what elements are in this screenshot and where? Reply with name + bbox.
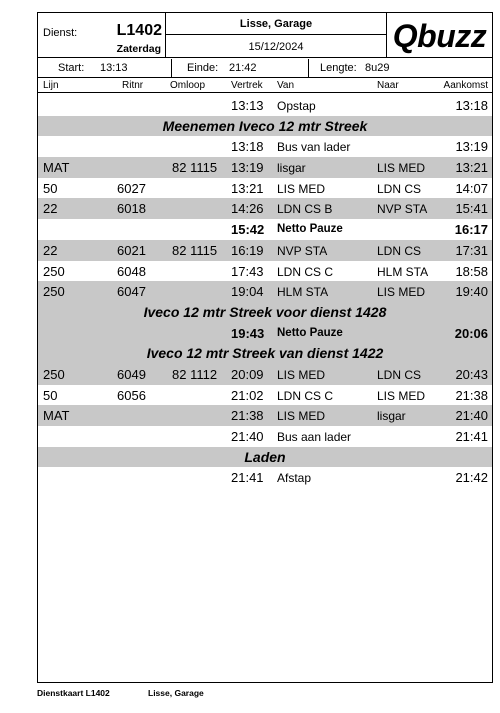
trip-row	[38, 198, 492, 219]
col-van: Van	[277, 80, 295, 91]
cell-van: Afstap	[277, 471, 312, 486]
dienst-cell	[38, 13, 166, 58]
trip-row	[38, 240, 492, 261]
cell-van: LIS MED	[277, 181, 326, 196]
trip-row	[38, 364, 492, 385]
trip-row	[38, 261, 492, 282]
cell-naar: lisgar	[377, 409, 406, 424]
cell-van: LDN CS C	[277, 264, 334, 279]
qbuzz-logo: Qbuzz	[392, 18, 487, 54]
location: Lisse, Garage	[166, 13, 386, 35]
cell-van: LIS MED	[277, 367, 326, 382]
cell-van: LDN CS B	[277, 202, 333, 217]
cell-aankomst: 21:42	[455, 470, 488, 486]
cell-vertrek: 21:02	[231, 387, 264, 403]
cell-aankomst: 21:41	[455, 429, 488, 444]
start-value: 13:13	[100, 62, 128, 74]
cell-naar: LIS MED	[377, 285, 426, 300]
cell-van: Netto Pauze	[277, 326, 343, 339]
section-header	[38, 116, 492, 137]
cell-lijn: 50	[43, 387, 58, 403]
footer-location: Lisse, Garage	[148, 688, 204, 698]
trip-row	[38, 405, 492, 426]
cell-van: Netto Pauze	[277, 223, 343, 236]
cell-lijn: 22	[43, 201, 58, 217]
col-omloop: Omloop	[170, 80, 206, 91]
cell-vertrek: 16:19	[231, 242, 264, 258]
cell-aankomst: 19:40	[455, 284, 488, 300]
trip-row	[38, 136, 492, 157]
cell-van: HLM STA	[277, 285, 329, 300]
cell-naar: LIS MED	[377, 161, 426, 176]
cell-aankomst: 15:41	[455, 201, 488, 217]
cell-vertrek: 13:18	[231, 139, 264, 155]
cell-naar: NVP STA	[377, 202, 428, 217]
section-header	[38, 343, 492, 364]
cell-lijn: 250	[43, 366, 65, 382]
pause-row	[38, 323, 492, 344]
cell-aankomst: 18:58	[455, 263, 488, 279]
col-naar: Naar	[377, 80, 399, 91]
dienst-label: Dienst:	[43, 27, 78, 39]
cell-vertrek: 19:04	[231, 284, 264, 300]
cell-vertrek: 14:26	[231, 201, 264, 217]
cell-lijn: 250	[43, 284, 65, 300]
cell-lijn: 22	[43, 242, 58, 258]
schedule-rows	[38, 95, 492, 488]
cell-ritnr: 6021	[117, 242, 146, 258]
header	[38, 13, 492, 58]
logo-cell	[387, 13, 492, 58]
cell-van: LDN CS C	[277, 388, 334, 403]
trip-row	[38, 95, 492, 116]
section-title: Laden	[244, 448, 286, 465]
cell-ritnr: 6048	[117, 263, 146, 279]
col-aankomst: Aankomst	[443, 80, 488, 91]
col-ritnr: Ritnr	[122, 80, 144, 91]
cell-vertrek: 13:21	[231, 180, 264, 196]
cell-lijn: 250	[43, 263, 65, 279]
column-headers	[38, 79, 492, 93]
cell-vertrek: 13:13	[231, 98, 264, 113]
einde-label: Einde:	[187, 62, 219, 74]
cell-vertrek: 13:19	[231, 160, 264, 176]
cell-ritnr: 6047	[117, 284, 146, 300]
cell-van: Opstap	[277, 99, 316, 113]
cell-vertrek: 21:40	[231, 429, 264, 444]
cell-ritnr: 6027	[117, 180, 146, 196]
trip-row	[38, 467, 492, 488]
pause-row	[38, 219, 492, 240]
trip-row	[38, 178, 492, 199]
cell-omloop: 82 1112	[172, 366, 218, 382]
trip-row	[38, 385, 492, 406]
dienst-code: L1402	[116, 22, 162, 39]
cell-van: Bus van lader	[277, 140, 351, 155]
cell-aankomst: 13:19	[455, 139, 488, 155]
cell-vertrek: 21:41	[231, 470, 264, 486]
start-cell	[38, 59, 172, 77]
footer-dienstkaart: Dienstkaart L1402	[37, 688, 110, 698]
cell-omloop: 82 1115	[172, 242, 218, 258]
dienstkaart-sheet	[37, 12, 493, 683]
cell-aankomst: 21:38	[455, 387, 488, 403]
section-header	[38, 447, 492, 468]
cell-van: lisgar	[277, 161, 306, 176]
trip-row	[38, 157, 492, 178]
cell-naar: LDN CS	[377, 367, 422, 382]
cell-omloop: 82 1115	[172, 160, 218, 176]
location-cell	[166, 13, 387, 58]
lengte-value: 8u29	[365, 62, 390, 74]
shift-times	[38, 59, 492, 78]
cell-ritnr: 6049	[117, 366, 146, 382]
cell-van: Bus aan lader	[277, 430, 352, 444]
section-title: Iveco 12 mtr Streek van dienst 1422	[146, 345, 384, 362]
cell-naar: LIS MED	[377, 388, 426, 403]
cell-ritnr: 6056	[117, 387, 146, 403]
cell-aankomst: 14:07	[455, 180, 488, 196]
einde-value: 21:42	[229, 62, 257, 74]
cell-aankomst: 13:18	[455, 98, 488, 113]
cell-vertrek: 21:38	[231, 408, 264, 424]
cell-vertrek: 19:43	[231, 325, 265, 341]
start-label: Start:	[58, 62, 85, 74]
col-lijn: Lijn	[43, 80, 59, 91]
dienst-day: Zaterdag	[116, 43, 161, 55]
cell-ritnr: 6018	[117, 201, 146, 217]
trip-row	[38, 281, 492, 302]
cell-vertrek: 15:42	[231, 222, 265, 238]
cell-naar: LDN CS	[377, 243, 422, 258]
lengte-cell	[309, 59, 492, 77]
cell-vertrek: 20:09	[231, 366, 264, 382]
col-vertrek: Vertrek	[231, 80, 263, 91]
date: 15/12/2024	[248, 41, 304, 53]
cell-lijn: 50	[43, 180, 58, 196]
section-title: Iveco 12 mtr Streek voor dienst 1428	[143, 303, 387, 320]
section-title: Meenemen Iveco 12 mtr Streek	[162, 117, 368, 134]
cell-lijn: MAT	[43, 160, 70, 176]
cell-aankomst: 16:17	[454, 222, 488, 238]
cell-van: LIS MED	[277, 409, 326, 424]
cell-van: NVP STA	[277, 243, 328, 258]
lengte-label: Lengte:	[320, 62, 357, 74]
trip-row	[38, 426, 492, 447]
cell-naar: LDN CS	[377, 181, 422, 196]
section-header	[38, 302, 492, 323]
cell-aankomst: 20:06	[454, 325, 488, 341]
cell-naar: HLM STA	[377, 264, 429, 279]
cell-aankomst: 13:21	[455, 160, 488, 176]
einde-cell	[172, 59, 309, 77]
cell-aankomst: 20:43	[455, 366, 488, 382]
cell-aankomst: 17:31	[455, 242, 488, 258]
cell-aankomst: 21:40	[455, 408, 488, 424]
cell-lijn: MAT	[43, 408, 70, 424]
cell-vertrek: 17:43	[231, 263, 264, 279]
